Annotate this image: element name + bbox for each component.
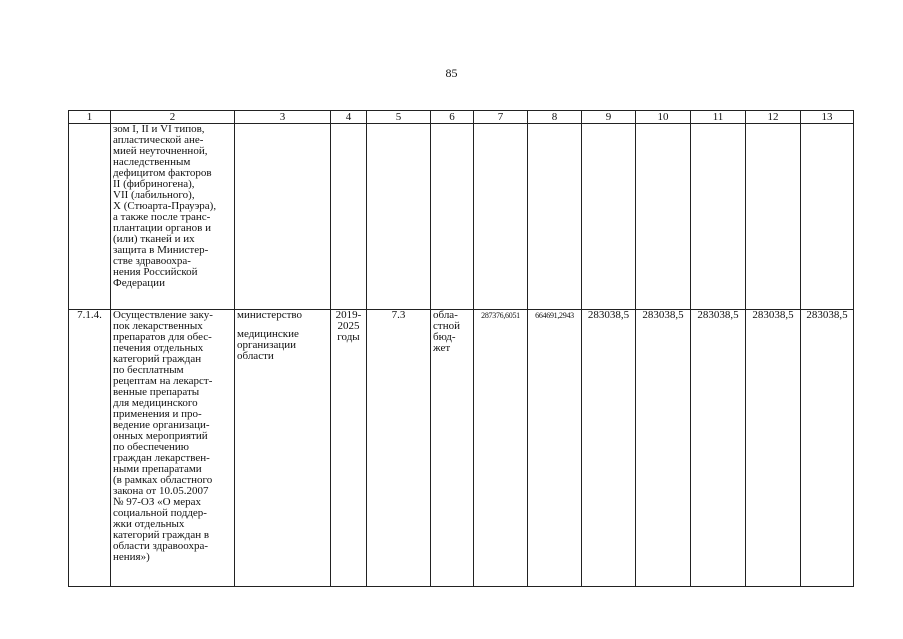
amount-cell: 283038,5 (801, 310, 854, 587)
description-line: дефицитом факторов (113, 167, 212, 179)
amount-cell: 283038,5 (636, 310, 691, 587)
period-line: 2025 (337, 320, 360, 332)
description-line: жки отдельных (113, 518, 185, 530)
table-row (69, 124, 854, 310)
description-line: закона от 10.05.2007 (113, 485, 209, 497)
description-line: мией неуточненной, (113, 145, 208, 157)
description-line: пок лекарственных (113, 320, 203, 332)
funding-line: стной (433, 320, 460, 332)
description-line: социальной поддер- (113, 507, 207, 519)
amount-cell: 664691,2943 (528, 310, 582, 587)
description-line: плантации органов и (113, 222, 211, 234)
executor-line: медицинские (237, 328, 299, 340)
funding-line: обла- (433, 309, 458, 321)
table-row (69, 310, 854, 587)
header-cell: 9 (582, 111, 636, 124)
description-line: венные препараты (113, 386, 200, 398)
description-line: ными препаратами (113, 463, 202, 475)
header-cell: 7 (474, 111, 528, 124)
description-line: VII (лабильного), (113, 189, 195, 201)
budget-table (68, 110, 854, 587)
cell (367, 124, 431, 310)
header-cell: 3 (235, 111, 331, 124)
header-cell: 12 (746, 111, 801, 124)
description-line: категорий граждан (113, 353, 202, 365)
description-line: области здравоохра- (113, 540, 209, 552)
description-line: зом I, II и VI типов, (113, 123, 205, 135)
description-line: по обеспечению (113, 441, 190, 453)
description-line: применения и про- (113, 408, 202, 420)
description-line: (или) тканей и их (113, 233, 195, 245)
description-line: Осуществление заку- (113, 309, 213, 321)
description-line: а также после транс- (113, 211, 211, 223)
row-code-cell: 7.1.4. (69, 310, 111, 587)
cell (235, 124, 331, 310)
description-cell (111, 310, 235, 587)
cell (691, 124, 746, 310)
description-line: защита в Министер- (113, 244, 209, 256)
page-number: 85 (445, 66, 458, 80)
description-line: печения отдельных (113, 342, 204, 354)
header-cell: 6 (431, 111, 474, 124)
period-cell (331, 310, 367, 587)
cell (582, 124, 636, 310)
amount-cell: 283038,5 (746, 310, 801, 587)
description-line: Федерации (113, 277, 165, 289)
header-cell: 11 (691, 111, 746, 124)
row-code-cell (69, 124, 111, 310)
description-line: граждан лекарствен- (113, 452, 210, 464)
description-line: наследственным (113, 156, 191, 168)
cell (474, 124, 528, 310)
header-cell: 4 (331, 111, 367, 124)
amount-cell: 283038,5 (582, 310, 636, 587)
description-line: апластической ане- (113, 134, 204, 146)
amount-cell: 287376,6051 (474, 310, 528, 587)
description-line: категорий граждан в (113, 529, 210, 541)
executor-ministry: министерство (237, 309, 303, 321)
header-cell: 8 (528, 111, 582, 124)
executor-line: организации (237, 339, 297, 351)
amount-cell: 283038,5 (691, 310, 746, 587)
executor-cell (235, 310, 331, 587)
description-line: № 97-ОЗ «О мерах (113, 496, 202, 508)
header-cell: 2 (111, 111, 235, 124)
cell (746, 124, 801, 310)
header-row (69, 111, 854, 124)
cell (331, 124, 367, 310)
header-cell: 10 (636, 111, 691, 124)
funding-line: бюд- (433, 331, 456, 343)
executor-line: области (237, 350, 274, 362)
cell (636, 124, 691, 310)
description-line: ведение организаци- (113, 419, 210, 431)
description-line: (в рамках областного (113, 474, 213, 486)
cell (431, 124, 474, 310)
description-line: по бесплатным (113, 364, 184, 376)
description-line: II (фибриногена), (113, 178, 195, 190)
funding-source-cell (431, 310, 474, 587)
description-line: нения») (113, 551, 150, 563)
cell (801, 124, 854, 310)
description-line: X (Стюарта-Прауэра), (113, 200, 217, 212)
description-line: рецептам на лекарст- (113, 375, 213, 387)
description-line: стве здравоохра- (113, 255, 191, 267)
description-cell (111, 124, 235, 310)
description-line: препаратов для обес- (113, 331, 212, 343)
cell (528, 124, 582, 310)
period-line: 2019- (335, 309, 362, 321)
description-line: нения Российской (113, 266, 198, 278)
period-line: годы (337, 331, 360, 343)
description-line: для медицинского (113, 397, 198, 409)
header-cell: 5 (367, 111, 431, 124)
description-line: онных мероприятий (113, 430, 208, 442)
header-cell: 13 (801, 111, 854, 124)
indicator-cell: 7.3 (367, 310, 431, 587)
funding-line: жет (433, 342, 451, 354)
header-cell: 1 (69, 111, 111, 124)
